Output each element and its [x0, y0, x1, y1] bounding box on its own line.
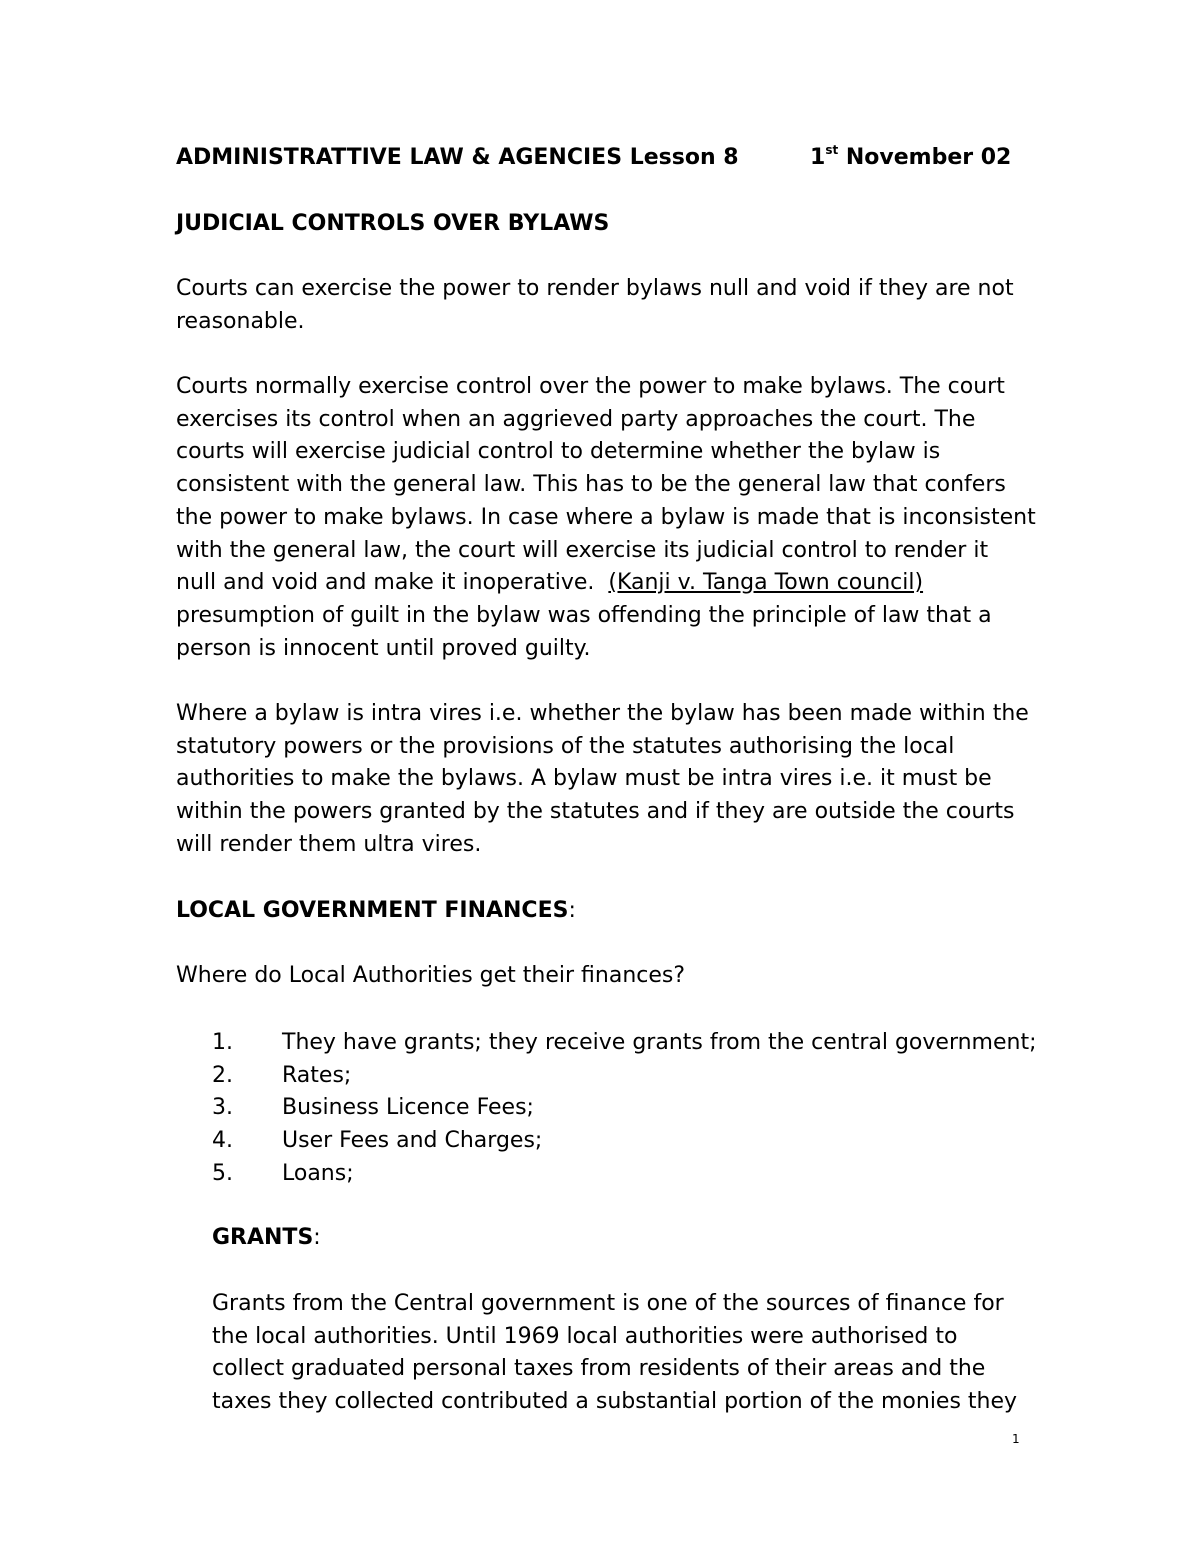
text-line: the power to make bylaws. In case where a bylaw is made that is inconsistent: [176, 504, 1036, 530]
case-citation: (Kanji v. Tanga Town council): [608, 570, 924, 596]
text-line: person is innocent until proved guilty.: [176, 635, 591, 661]
section-heading-local-government-finances: [176, 895, 576, 928]
list-text: Business Licence Fees;: [282, 1095, 534, 1121]
text-line: consistent with the general law. This has to be the general law that confers: [176, 472, 1006, 498]
text-line: courts will exercise judicial control to determine whether the bylaw is: [176, 439, 941, 465]
paragraph-courts-control: [176, 371, 1036, 665]
date-ordinal: st: [825, 142, 839, 157]
paragraph-grants: [212, 1288, 1017, 1419]
text-line: Courts normally exercise control over the power to make bylaws. The court: [176, 374, 1005, 399]
list-number: 3.: [212, 1095, 233, 1121]
finances-question: Where do Local Authorities get their finances?: [176, 963, 686, 988]
list-item: [212, 1158, 1037, 1191]
text-line: Grants from the Central government is one of the sources of finance for: [212, 1291, 1004, 1316]
text-line: [176, 567, 1036, 600]
text-line: Where a bylaw is intra vires i.e. whether the bylaw has been made within the: [176, 701, 1029, 726]
text-line: collect graduated personal taxes from residents of their areas and the: [212, 1356, 986, 1382]
text-fragment: null and void and make it inoperative.: [176, 570, 609, 596]
text-line: presumption of guilt in the bylaw was offending the principle of law that a: [176, 602, 992, 628]
list-number: 1.: [212, 1030, 233, 1055]
text-line: exercises its control when an aggrieved party approaches the court. The: [176, 406, 976, 432]
section-heading-grants: [212, 1222, 321, 1255]
text-line: the local authorities. Until 1969 local authorities were authorised to: [212, 1323, 958, 1349]
heading-text: GRANTS: [212, 1225, 314, 1250]
text-line: with the general law, the court will exercise its judicial control to render it: [176, 537, 989, 563]
section-heading-judicial-controls: JUDICIAL CONTROLS OVER BYLAWS: [176, 211, 610, 236]
text-line: reasonable.: [176, 308, 305, 334]
finance-sources-list: [212, 1027, 1037, 1190]
paragraph-intra-vires: [176, 698, 1029, 862]
list-text: They have grants; they receive grants from the central government;: [282, 1030, 1037, 1055]
document-title: ADMINISTRATTIVE LAW & AGENCIES Lesson 8: [176, 145, 739, 170]
text-line: taxes they collected contributed a substantial portion of the monies they: [212, 1389, 1018, 1415]
heading-colon: :: [313, 1225, 321, 1250]
list-number: 2.: [212, 1062, 233, 1088]
date-day: 1: [810, 145, 826, 170]
text-line: within the powers granted by the statutes and if they are outside the courts: [176, 799, 1015, 825]
page-number: 1: [1012, 1432, 1020, 1446]
list-text: Rates;: [282, 1062, 352, 1088]
list-item: [212, 1060, 1037, 1093]
list-item: [212, 1125, 1037, 1158]
heading-text: LOCAL GOVERNMENT FINANCES: [176, 898, 569, 923]
list-item: [212, 1092, 1037, 1125]
list-number: 4.: [212, 1128, 233, 1154]
text-line: statutory powers or the provisions of the statutes authorising the local: [176, 733, 955, 759]
document-date: [810, 142, 1011, 175]
text-line: will render them ultra vires.: [176, 831, 482, 857]
list-text: Loans;: [282, 1160, 354, 1186]
date-month-year: November 02: [838, 145, 1012, 170]
text-line: authorities to make the bylaws. A bylaw must be intra vires i.e. it must be: [176, 766, 992, 792]
text-line: Courts can exercise the power to render bylaws null and void if they are not: [176, 276, 1014, 301]
list-item: [212, 1027, 1037, 1060]
list-text: User Fees and Charges;: [282, 1128, 543, 1154]
list-number: 5.: [212, 1160, 233, 1186]
heading-colon: :: [568, 898, 576, 923]
paragraph-courts-power: [176, 273, 1014, 338]
